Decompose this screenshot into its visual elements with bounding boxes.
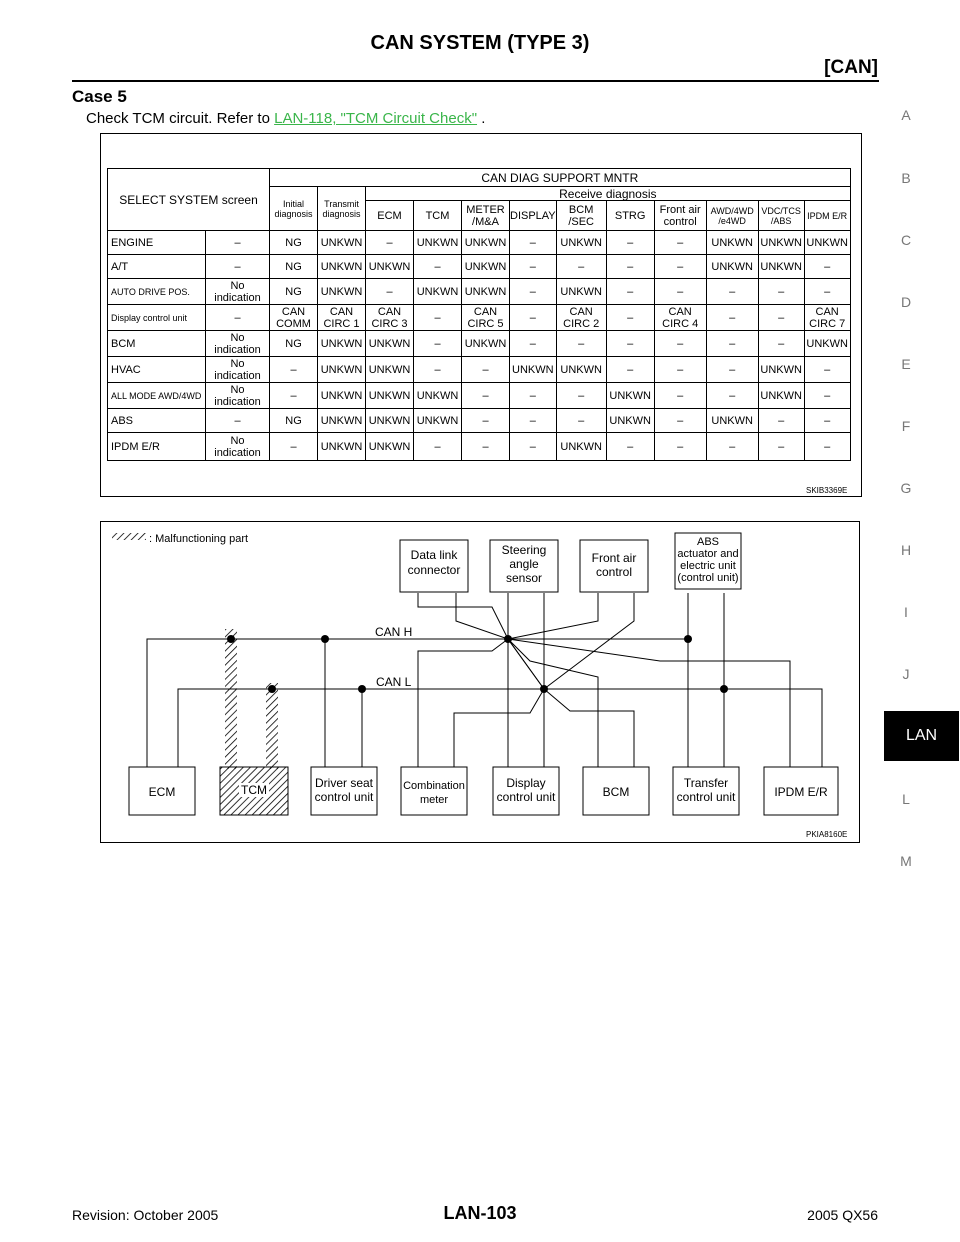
driver-seat-control-unit-label: Driver seat control unit — [314, 776, 374, 804]
row-initial-diagnosis: No indication — [206, 433, 270, 461]
row-initial-diagnosis: – — [206, 255, 270, 279]
row-receive-cell: UNKWN — [706, 231, 758, 255]
row-initial-diagnosis: – — [206, 231, 270, 255]
row-receive-cell: – — [804, 433, 850, 461]
row-initial-diagnosis: No indication — [206, 383, 270, 409]
row-receive-cell: CAN CIRC 5 — [462, 305, 510, 331]
col-ecm: ECM — [366, 201, 414, 231]
row-receive-cell: – — [804, 409, 850, 433]
row-receive-cell: – — [462, 433, 510, 461]
row-receive-cell: – — [654, 383, 706, 409]
row-initial-diagnosis: – — [206, 409, 270, 433]
row-transmit-diagnosis: NG — [270, 279, 318, 305]
row-receive-cell: – — [556, 383, 606, 409]
select-system-header: SELECT SYSTEM screen — [108, 169, 270, 231]
side-index-b[interactable]: B — [901, 170, 911, 186]
table-row — [108, 409, 851, 433]
transmit-diagnosis-header: Transmit diagnosis — [318, 187, 366, 231]
initial-diagnosis-header: Initial diagnosis — [270, 187, 318, 231]
row-receive-cell: – — [606, 305, 654, 331]
col-awd: AWD/4WD /e4WD — [706, 201, 758, 231]
row-receive-cell: CAN CIRC 1 — [318, 305, 366, 331]
header-rule — [72, 80, 879, 82]
row-receive-cell: UNKWN — [366, 331, 414, 357]
junction-dot — [720, 685, 728, 693]
side-index-f[interactable]: F — [901, 418, 911, 434]
row-receive-cell: – — [414, 357, 462, 383]
table-row — [108, 305, 851, 331]
row-receive-cell: UNKWN — [706, 255, 758, 279]
row-transmit-diagnosis: – — [270, 357, 318, 383]
row-system-name: Display control unit — [108, 305, 206, 331]
row-receive-cell: – — [462, 409, 510, 433]
meter-wire-l — [454, 689, 544, 767]
row-receive-cell: – — [606, 357, 654, 383]
side-index-j[interactable]: J — [902, 666, 910, 682]
row-receive-cell: UNKWN — [758, 383, 804, 409]
row-receive-cell: UNKWN — [318, 383, 366, 409]
row-receive-cell: UNKWN — [366, 255, 414, 279]
row-receive-cell: UNKWN — [318, 357, 366, 383]
table-row — [108, 433, 851, 461]
row-receive-cell: – — [366, 231, 414, 255]
steering-angle-sensor-label: Steering angle sensor — [501, 543, 547, 585]
row-receive-cell: – — [758, 433, 804, 461]
row-transmit-diagnosis: CAN COMM — [270, 305, 318, 331]
row-receive-cell: UNKWN — [414, 409, 462, 433]
row-transmit-diagnosis: NG — [270, 409, 318, 433]
row-receive-cell: – — [606, 255, 654, 279]
ipdm-wire-h — [508, 639, 790, 767]
row-receive-cell: – — [606, 433, 654, 461]
row-receive-cell: UNKWN — [366, 383, 414, 409]
tcm-can-l-wire-malfunction — [266, 683, 278, 769]
row-transmit-diagnosis: NG — [270, 331, 318, 357]
row-receive-cell: – — [556, 409, 606, 433]
row-receive-cell: CAN CIRC 7 — [804, 305, 850, 331]
row-receive-cell: UNKWN — [414, 231, 462, 255]
row-receive-cell: – — [510, 279, 557, 305]
side-index-lan-active[interactable]: LAN — [884, 711, 959, 761]
row-receive-cell: – — [414, 433, 462, 461]
row-receive-cell: – — [510, 231, 557, 255]
row-receive-cell: UNKWN — [510, 357, 557, 383]
row-initial-diagnosis: – — [206, 305, 270, 331]
diagram-image-code: PKIA8160E — [806, 830, 848, 839]
table-row — [108, 357, 851, 383]
reference-line — [86, 110, 485, 127]
legend-text: : Malfunctioning part — [149, 533, 249, 545]
row-receive-cell: – — [654, 331, 706, 357]
row-receive-cell: UNKWN — [556, 357, 606, 383]
side-index-a[interactable]: A — [901, 107, 911, 123]
junction-dot — [268, 685, 276, 693]
row-system-name: AUTO DRIVE POS. — [108, 279, 206, 305]
row-initial-diagnosis: No indication — [206, 331, 270, 357]
row-receive-cell: – — [556, 255, 606, 279]
side-index-m[interactable]: M — [900, 853, 912, 869]
ecm-label: ECM — [148, 785, 176, 799]
col-vdc: VDC/TCS /ABS — [758, 201, 804, 231]
row-initial-diagnosis: No indication — [206, 279, 270, 305]
reference-text: Check TCM circuit. Refer to — [86, 110, 275, 127]
row-receive-cell: – — [706, 433, 758, 461]
section-tag: [CAN] — [824, 57, 878, 78]
can-h-label: CAN H — [375, 625, 413, 639]
row-receive-cell: UNKWN — [366, 433, 414, 461]
can-diag-support-header: CAN DIAG SUPPORT MNTR — [270, 169, 851, 187]
row-transmit-diagnosis: NG — [270, 255, 318, 279]
footer-revision: Revision: October 2005 — [72, 1207, 219, 1223]
side-index-c[interactable]: C — [900, 232, 912, 248]
row-receive-cell: CAN CIRC 4 — [654, 305, 706, 331]
row-receive-cell: UNKWN — [462, 331, 510, 357]
page-title: CAN SYSTEM (TYPE 3) — [370, 32, 590, 54]
row-system-name: ALL MODE AWD/4WD — [108, 383, 206, 409]
row-receive-cell: – — [510, 305, 557, 331]
table-image-code: SKIB3369E — [806, 486, 848, 495]
can-l-line — [178, 689, 724, 767]
can-l-label: CAN L — [376, 675, 412, 689]
row-receive-cell: UNKWN — [318, 279, 366, 305]
row-receive-cell: – — [462, 357, 510, 383]
side-index-l[interactable]: L — [902, 791, 910, 807]
row-receive-cell: UNKWN — [462, 255, 510, 279]
row-receive-cell: UNKWN — [758, 357, 804, 383]
row-receive-cell: – — [510, 409, 557, 433]
transfer-control-unit-label: Transfer control unit — [676, 776, 736, 804]
row-receive-cell: UNKWN — [758, 231, 804, 255]
can-wiring-diagram — [100, 521, 860, 843]
row-receive-cell: – — [414, 305, 462, 331]
row-receive-cell: UNKWN — [706, 409, 758, 433]
row-system-name: A/T — [108, 255, 206, 279]
row-receive-cell: – — [706, 305, 758, 331]
row-receive-cell: – — [758, 331, 804, 357]
row-receive-cell: – — [556, 331, 606, 357]
side-index-i[interactable]: I — [904, 604, 908, 620]
junction-dot — [504, 635, 512, 643]
col-bcm: BCM /SEC — [556, 201, 606, 231]
row-receive-cell: – — [654, 279, 706, 305]
side-index-g[interactable]: G — [900, 480, 912, 496]
row-transmit-diagnosis: NG — [270, 231, 318, 255]
abs-actuator-label: ABS actuator and electric unit (control unit) — [677, 536, 739, 584]
row-receive-cell: UNKWN — [366, 409, 414, 433]
row-receive-cell: – — [706, 383, 758, 409]
table-row — [108, 279, 851, 305]
row-receive-cell: UNKWN — [414, 383, 462, 409]
row-system-name: BCM — [108, 331, 206, 357]
row-receive-cell: UNKWN — [606, 409, 654, 433]
row-receive-cell: UNKWN — [556, 433, 606, 461]
row-receive-cell: UNKWN — [414, 279, 462, 305]
reference-end: . — [477, 110, 486, 127]
row-receive-cell: UNKWN — [462, 231, 510, 255]
row-receive-cell: UNKWN — [804, 331, 850, 357]
row-receive-cell: UNKWN — [318, 255, 366, 279]
row-receive-cell: UNKWN — [366, 357, 414, 383]
col-display: DISPLAY — [510, 201, 557, 231]
row-receive-cell: – — [804, 383, 850, 409]
row-receive-cell: UNKWN — [318, 433, 366, 461]
row-transmit-diagnosis: – — [270, 433, 318, 461]
footer-page-number: LAN-103 — [443, 1203, 517, 1223]
row-system-name: ENGINE — [108, 231, 206, 255]
tcm-circuit-check-link[interactable]: LAN-118, "TCM Circuit Check" — [274, 110, 478, 127]
table-row — [108, 255, 851, 279]
meter-wire-h — [418, 639, 508, 767]
diagram-frame — [101, 522, 860, 843]
row-receive-cell: – — [606, 331, 654, 357]
row-receive-cell: – — [414, 331, 462, 357]
row-receive-cell: – — [606, 231, 654, 255]
junction-dot — [540, 685, 548, 693]
row-receive-cell: – — [804, 357, 850, 383]
row-receive-cell: – — [654, 409, 706, 433]
row-receive-cell: – — [510, 331, 557, 357]
front-air-wire-1 — [508, 593, 598, 639]
tcm-can-h-wire-malfunction — [225, 629, 237, 769]
bcm-label: BCM — [602, 785, 630, 799]
row-system-name: IPDM E/R — [108, 433, 206, 461]
row-receive-cell: – — [654, 433, 706, 461]
row-receive-cell: UNKWN — [462, 279, 510, 305]
row-receive-cell: – — [804, 279, 850, 305]
tcm-label: TCM — [241, 783, 267, 797]
row-receive-cell: – — [510, 255, 557, 279]
row-receive-cell: – — [706, 331, 758, 357]
junction-dot — [321, 635, 329, 643]
steering-wire-1 — [508, 593, 544, 689]
row-receive-cell: UNKWN — [606, 383, 654, 409]
dlc-wire-2 — [456, 593, 508, 639]
row-receive-cell: UNKWN — [318, 331, 366, 357]
row-receive-cell: – — [654, 255, 706, 279]
row-system-name: HVAC — [108, 357, 206, 383]
row-receive-cell: – — [706, 357, 758, 383]
row-receive-cell: CAN CIRC 3 — [366, 305, 414, 331]
receive-diagnosis-header: Receive diagnosis — [366, 187, 851, 201]
col-strg: STRG — [606, 201, 654, 231]
row-system-name: ABS — [108, 409, 206, 433]
row-receive-cell: – — [462, 383, 510, 409]
junction-dot — [227, 635, 235, 643]
ipdm-wire-l — [544, 689, 822, 767]
junction-dot — [358, 685, 366, 693]
combination-meter-label: Combination meter — [403, 780, 465, 806]
row-receive-cell: UNKWN — [318, 409, 366, 433]
col-ipdm: IPDM E/R — [804, 201, 850, 231]
row-receive-cell: – — [654, 357, 706, 383]
row-receive-cell: – — [366, 279, 414, 305]
col-front-air: Front air control — [654, 201, 706, 231]
row-transmit-diagnosis: – — [270, 383, 318, 409]
row-receive-cell: – — [758, 279, 804, 305]
data-link-connector-label: Data link connector — [407, 548, 461, 577]
col-meter: METER /M&A — [462, 201, 510, 231]
row-receive-cell: – — [654, 231, 706, 255]
table-row — [108, 383, 851, 409]
row-receive-cell: – — [510, 383, 557, 409]
row-receive-cell: CAN CIRC 2 — [556, 305, 606, 331]
row-receive-cell: UNKWN — [318, 231, 366, 255]
row-receive-cell: – — [758, 409, 804, 433]
junction-dot — [684, 635, 692, 643]
can-diag-table — [107, 168, 851, 461]
table-row — [108, 331, 851, 357]
hatch-legend-icon — [112, 533, 146, 540]
row-receive-cell: UNKWN — [556, 279, 606, 305]
bcm-wire-l — [544, 689, 634, 767]
row-receive-cell: UNKWN — [758, 255, 804, 279]
row-receive-cell: UNKWN — [804, 231, 850, 255]
side-index-h[interactable]: H — [900, 542, 912, 558]
row-receive-cell: – — [758, 305, 804, 331]
case-heading: Case 5 — [72, 87, 127, 106]
table-row — [108, 231, 851, 255]
front-air-control-label: Front air control — [591, 551, 637, 579]
row-receive-cell: – — [804, 255, 850, 279]
col-tcm: TCM — [414, 201, 462, 231]
row-receive-cell: – — [510, 433, 557, 461]
footer-model: 2005 QX56 — [807, 1207, 878, 1223]
row-receive-cell: UNKWN — [556, 231, 606, 255]
ipdm-er-label: IPDM E/R — [774, 785, 828, 799]
side-index-e[interactable]: E — [901, 356, 911, 372]
display-control-unit-label: Display control unit — [496, 776, 556, 804]
row-initial-diagnosis: No indication — [206, 357, 270, 383]
row-receive-cell: – — [414, 255, 462, 279]
side-index-d[interactable]: D — [900, 294, 912, 310]
row-receive-cell: – — [606, 279, 654, 305]
row-receive-cell: – — [706, 279, 758, 305]
